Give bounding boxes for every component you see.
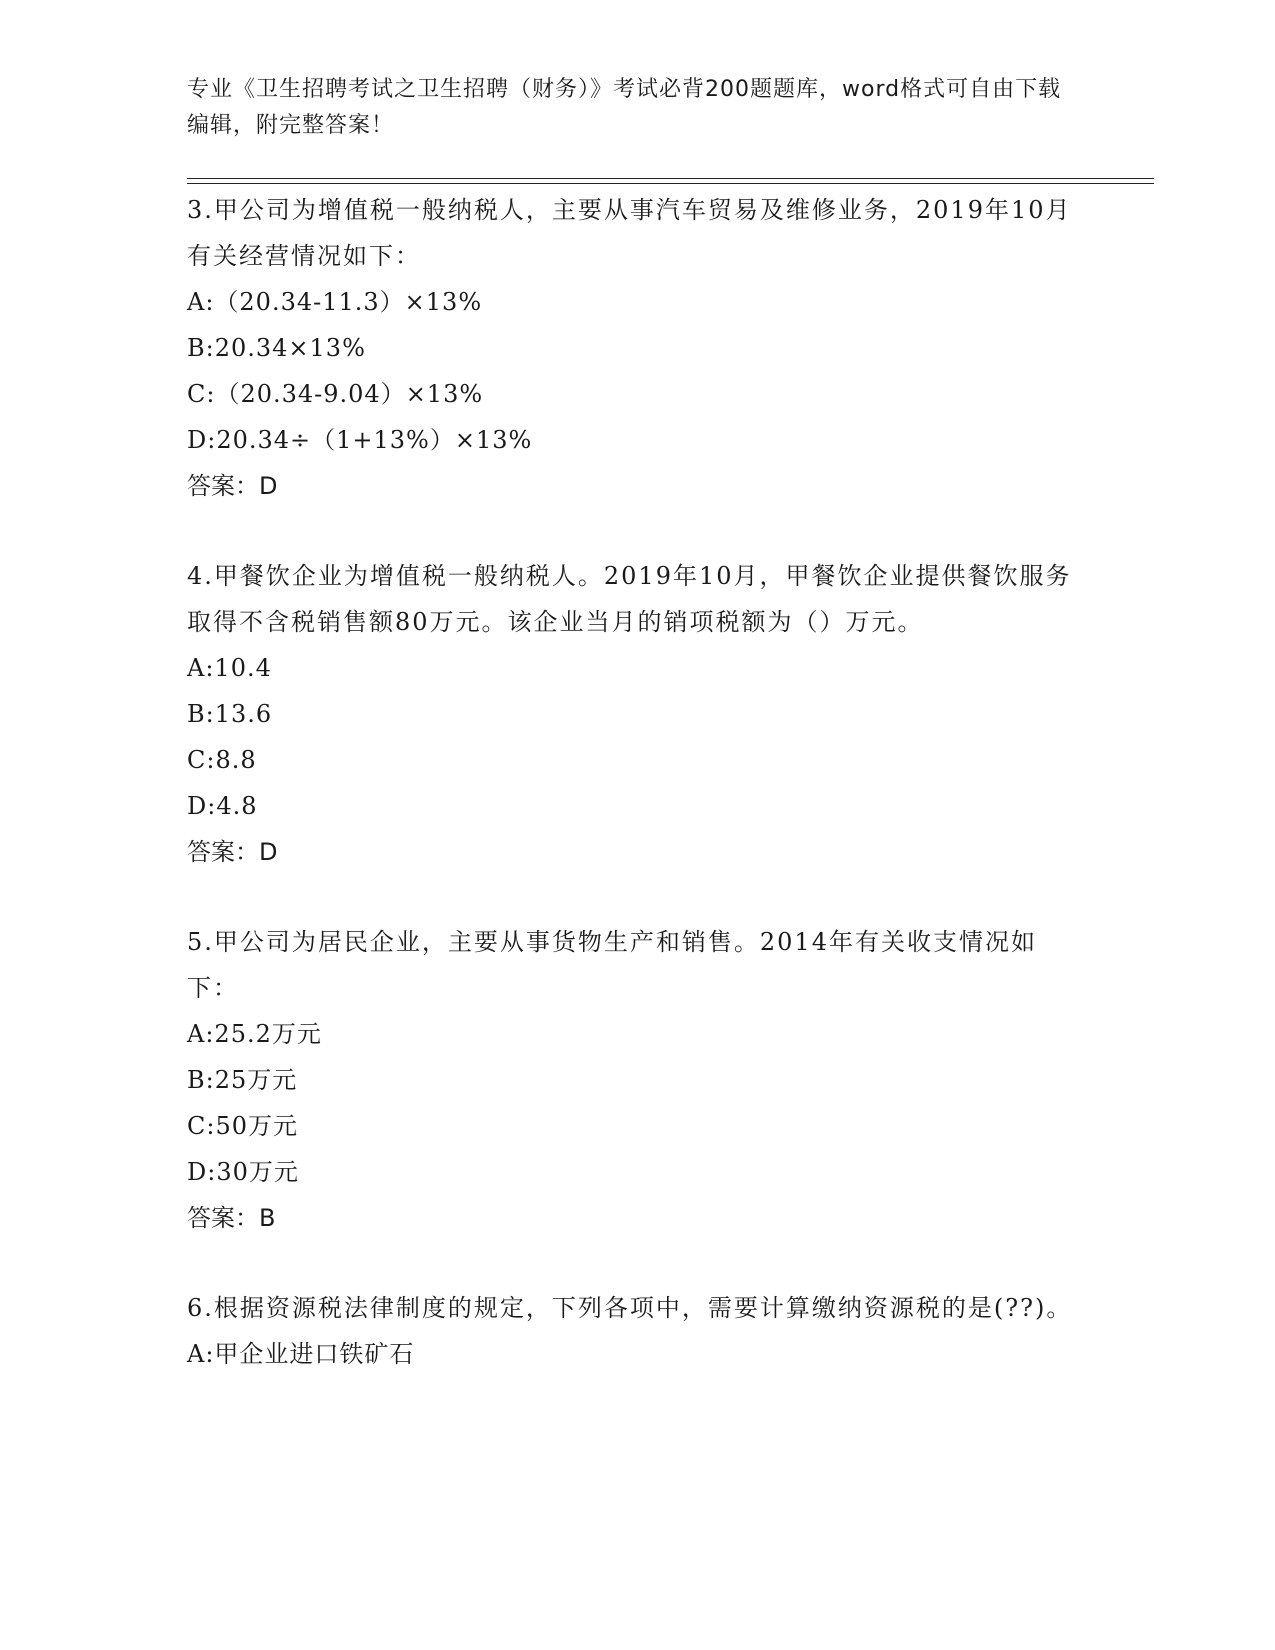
question-list: [187, 187, 1087, 1377]
option-a: A:25.2万元: [187, 1020, 322, 1048]
option-a: A:甲企业进口铁矿石: [187, 1340, 415, 1368]
document-header: 专业《卫生招聘考试之卫生招聘（财务）》考试必背200题题库，word格式可自由下载编辑，附完整答案！: [187, 77, 1062, 138]
option-c: C:（20.34-9.04）×13%: [187, 380, 484, 408]
option-d: D:4.8: [187, 792, 258, 820]
question-3: [187, 187, 1087, 509]
answer-line: 答案：D: [187, 472, 278, 500]
header-divider-bottom: [187, 183, 1154, 184]
question-6: [187, 1285, 1087, 1377]
option-c: C:50万元: [187, 1112, 298, 1140]
header-divider-top: [187, 178, 1154, 179]
question-5: [187, 919, 1087, 1241]
option-a: A:（20.34-11.3）×13%: [187, 288, 483, 316]
option-c: C:8.8: [187, 746, 257, 774]
option-b: B:20.34×13%: [187, 334, 366, 362]
option-b: B:25万元: [187, 1066, 298, 1094]
question-4: [187, 553, 1087, 875]
question-stem: 5.甲公司为居民企业，主要从事货物生产和销售。2014年有关收支情况如下：: [187, 928, 1037, 1002]
option-d: D:30万元: [187, 1158, 299, 1186]
spacer: [187, 875, 1087, 919]
question-stem: 6.根据资源税法律制度的规定，下列各项中，需要计算缴纳资源税的是(??)。: [187, 1294, 1073, 1322]
option-b: B:13.6: [187, 700, 273, 728]
answer-line: 答案：D: [187, 838, 278, 866]
question-stem: 3.甲公司为增值税一般纳税人，主要从事汽车贸易及维修业务，2019年10月有关经营情况如下：: [187, 196, 1072, 270]
spacer: [187, 1241, 1087, 1285]
option-a: A:10.4: [187, 654, 272, 682]
answer-line: 答案：B: [187, 1204, 276, 1232]
question-stem: 4.甲餐饮企业为增值税一般纳税人。2019年10月，甲餐饮企业提供餐饮服务取得不含税销售额80万元。该企业当月的销项税额为（）万元。: [187, 562, 1072, 636]
spacer: [187, 509, 1087, 553]
option-d: D:20.34÷（1+13%）×13%: [187, 426, 533, 454]
